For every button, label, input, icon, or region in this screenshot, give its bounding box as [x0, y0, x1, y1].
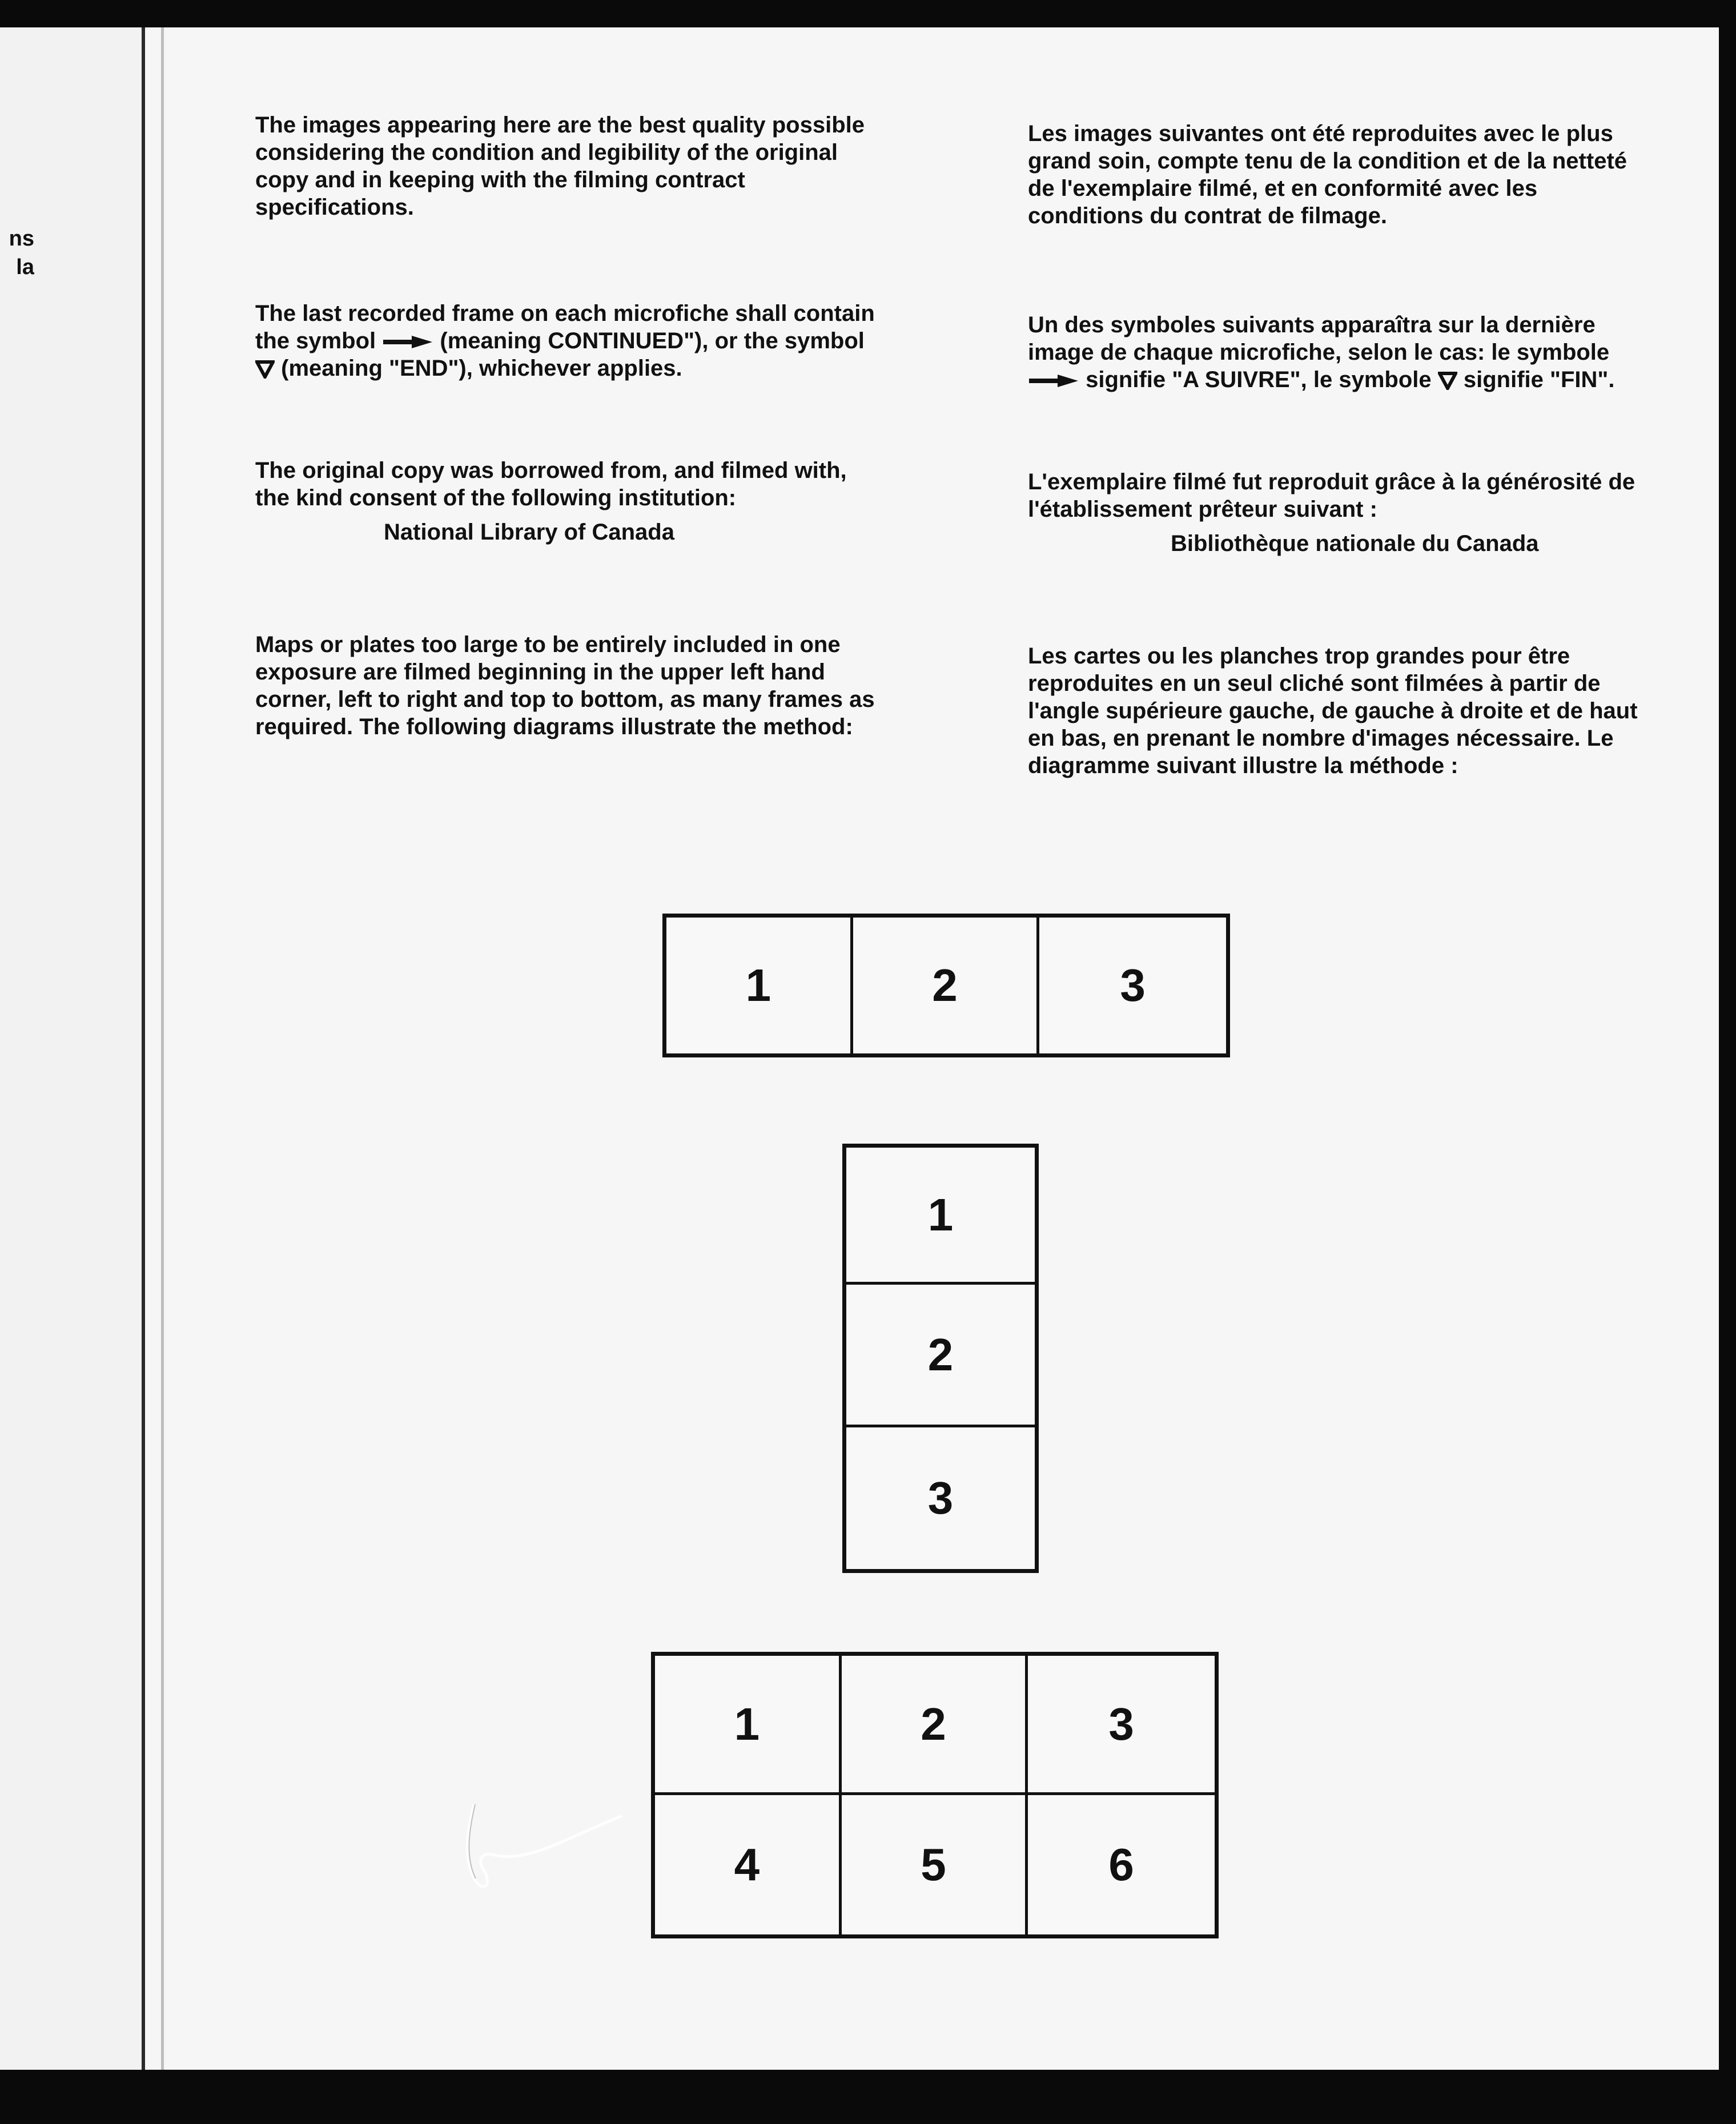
french-notice-symbols	[1028, 311, 1656, 393]
film-scratch-mark	[451, 1793, 634, 1907]
french-notice-institution	[1028, 468, 1656, 557]
frame-cell: 4	[655, 1795, 842, 1934]
frame-cell: 1	[666, 918, 853, 1053]
frame-cell: 6	[1108, 1839, 1134, 1890]
english-notice-institution	[255, 457, 878, 546]
diagram-vertical-frames	[842, 1144, 1039, 1573]
english-paragraph-4: Maps or plates too large to be entirely included in one exposure are filmed beginning in the upper left hand corner, left to right and top to bottom, as many frames as required. The following diagrams illustrate the method:	[255, 632, 875, 739]
french-paragraph-2: Un des symboles suivants apparaîtra sur la dernière image de chaque microfiche, selon le cas: le symbole signifie "A SUIVRE", le symbole signifie "FIN".	[1028, 312, 1615, 392]
french-paragraph-3: L'exemplaire filmé fut reproduit grâce à la générosité de l'établissement prêteur suivant :	[1028, 469, 1635, 522]
french-institution-name: Bibliothèque nationale du Canada	[1171, 531, 1539, 556]
continued-arrow-icon	[1028, 373, 1079, 388]
end-triangle-icon	[1438, 372, 1457, 390]
frame-cell: 5	[842, 1795, 1028, 1934]
french-notice-maps	[1028, 642, 1656, 779]
french-notice-quality	[1028, 120, 1656, 230]
diagram-horizontal-frames	[662, 914, 1230, 1057]
frame-cell: 1	[655, 1656, 842, 1795]
english-paragraph-1: The images appearing here are the best quality possible considering the condition and legibility of the original copy and in keeping with the filming contract specifications.	[255, 112, 865, 220]
continued-arrow-icon	[382, 335, 433, 349]
english-paragraph-3: The original copy was borrowed from, and filmed with, the kind consent of the following institution:	[255, 458, 847, 510]
page-edge	[161, 27, 164, 2070]
previous-page-strip	[0, 27, 145, 2070]
french-paragraph-1: Les images suivantes ont été reproduites avec le plus grand soin, compte tenu de la condition et de la netteté de l'exemplaire filmé, et en conformité avec les conditions du contrat de filmage.	[1028, 121, 1628, 228]
previous-page-text	[0, 224, 34, 281]
film-bottom-border	[0, 2070, 1736, 2124]
english-notice-quality	[255, 111, 878, 221]
frame-cell: 2	[846, 1285, 1035, 1427]
english-paragraph-2: The last recorded frame on each microfiche shall contain the symbol (meaning CONTINUED"), or the symbol (meaning "END"), whichever applies.	[255, 301, 875, 381]
frame-cell: 3	[927, 1473, 954, 1523]
end-triangle-icon	[255, 360, 275, 379]
film-top-border	[0, 0, 1736, 27]
frame-cell: 3	[1028, 1656, 1215, 1795]
english-institution-name: National Library of Canada	[384, 520, 674, 545]
previous-page-fragment: la	[16, 255, 34, 279]
frame-cell: 2	[853, 918, 1040, 1053]
french-paragraph-4: Les cartes ou les planches trop grandes pour être reproduites en un seul cliché sont filmées à partir de l'angle supérieure gauche, de gauche à droite et de haut en bas, en prenant le nombre d'images nécessaire. Le diagramme suivant illustre la méthode :	[1028, 643, 1638, 778]
frame-cell: 1	[846, 1148, 1035, 1285]
frame-cell: 2	[842, 1656, 1028, 1795]
previous-page-fragment: ns	[9, 227, 34, 251]
film-right-border	[1719, 0, 1736, 2124]
english-notice-maps	[255, 631, 878, 741]
diagram-grid-frames	[651, 1652, 1219, 1938]
frame-cell: 3	[1120, 960, 1146, 1011]
english-notice-symbols	[255, 300, 878, 382]
